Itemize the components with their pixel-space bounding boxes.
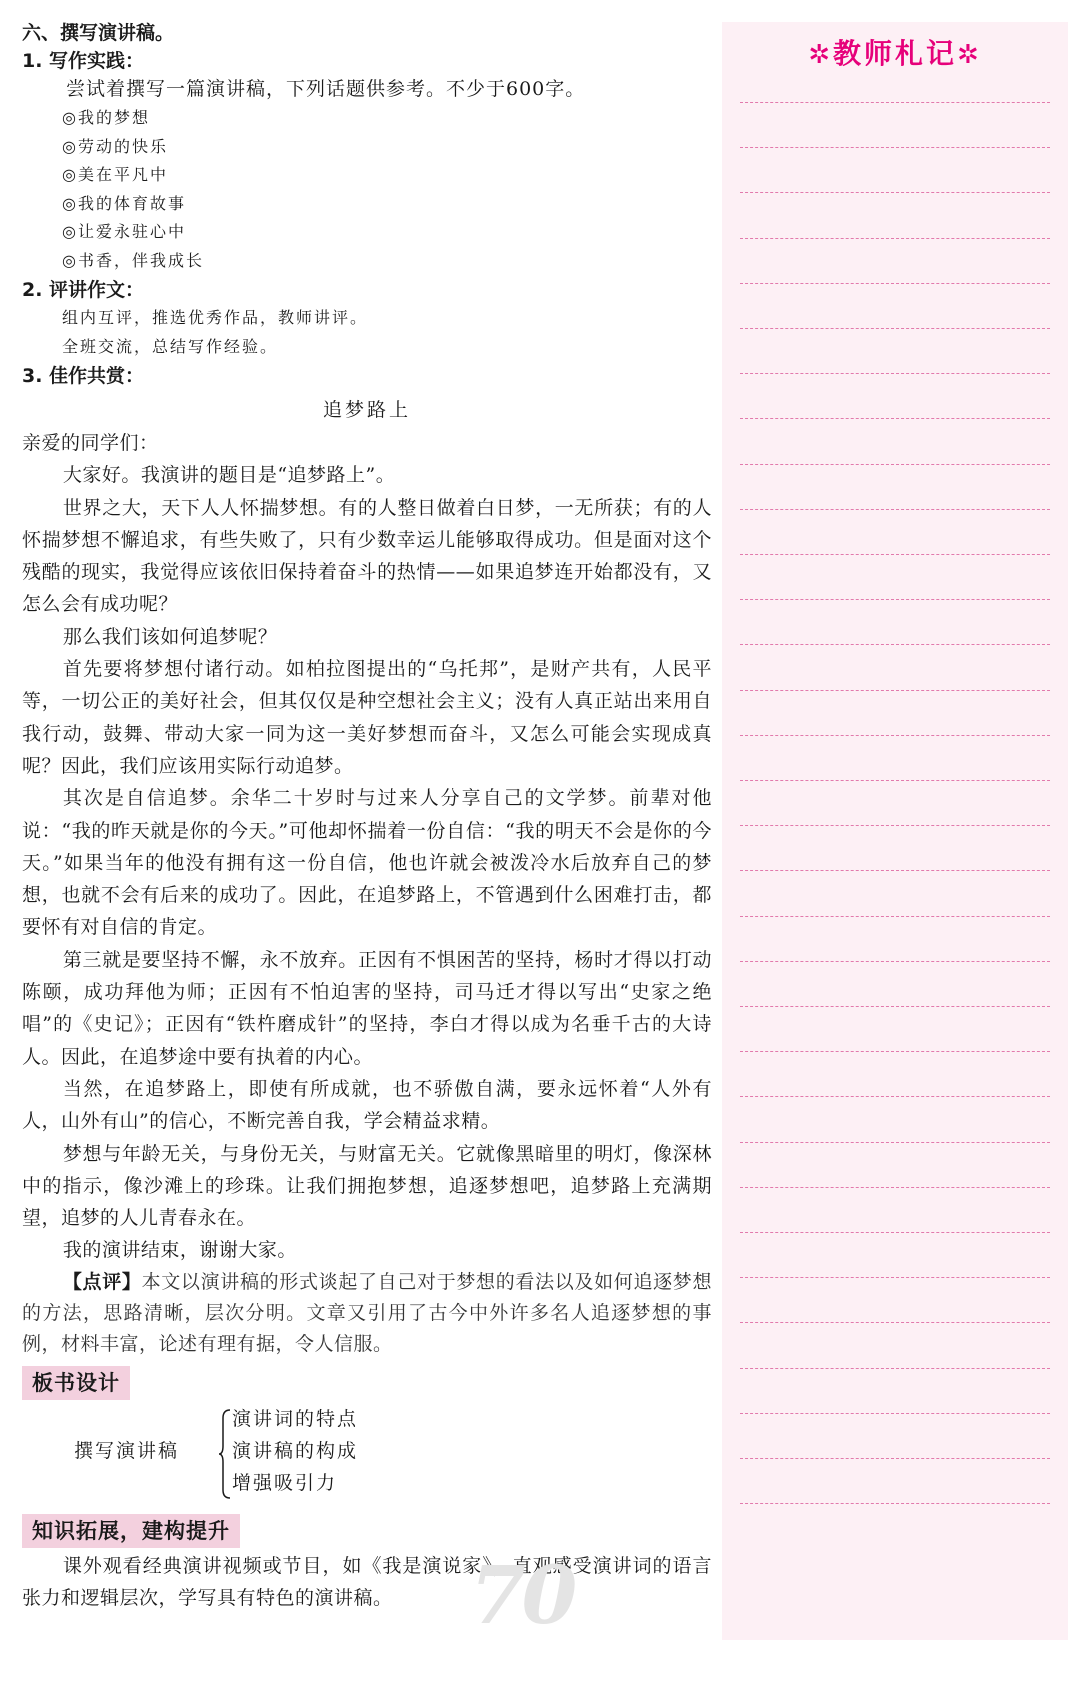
section-title: 六、撰写演讲稿。: [22, 22, 175, 44]
note-line: [740, 1503, 1050, 1504]
essay-paragraph: 大家好。我演讲的题目是“追梦路上”。: [62, 464, 396, 487]
note-line: [740, 328, 1050, 329]
essay-paragraph: 我的演讲结束，谢谢大家。: [62, 1239, 297, 1262]
note-line: [740, 1006, 1050, 1007]
note-line: [740, 418, 1050, 419]
essay-paragraph: 当然，在追梦路上，即使有所成就，也不骄傲自满，要永远怀着“人外有人，山外有山”的信心，不断完善自我，学会精益求精。: [22, 1077, 712, 1133]
list-item: ◎美在平凡中: [62, 165, 168, 184]
note-line: [740, 1187, 1050, 1188]
practice-intro: 尝试着撰写一篇演讲稿，下列话题供参考。不少于600字。: [66, 78, 586, 100]
note-line: [740, 1232, 1050, 1233]
note-line: [740, 464, 1050, 465]
flower-icon: ✲: [808, 40, 833, 70]
board-design-banner: 板书设计: [22, 1366, 130, 1400]
note-line: [740, 192, 1050, 193]
note-line: [740, 780, 1050, 781]
list-item: ◎让爱永驻心中: [62, 222, 186, 241]
note-line: [740, 644, 1050, 645]
brace-icon: [218, 1408, 232, 1500]
note-line: [740, 147, 1050, 148]
list-item: ◎书香，伴我成长: [62, 250, 204, 270]
topic-list: [22, 104, 712, 275]
note-line: [740, 238, 1050, 239]
note-line: [740, 102, 1050, 103]
appreciation-heading: 3. 佳作共赏：: [22, 365, 145, 387]
list-item: ◎劳动的快乐: [62, 136, 168, 156]
page-number: 70: [470, 1548, 574, 1642]
note-line: [740, 1096, 1050, 1097]
essay-body: [22, 427, 712, 1267]
essay-paragraph: 世界之大，天下人人怀揣梦想。有的人整日做着白日梦，一无所获；有的人怀揣梦想不懈追求，有些失败了，只有少数幸运儿能够取得成功。但是面对这个残酷的现实，我觉得应该依旧保持着奋斗的热情——如果追梦连开始都没有，又怎么会有成功呢？: [22, 496, 712, 616]
note-line: [740, 509, 1050, 510]
review-line: 全班交流，总结写作经验。: [62, 337, 279, 356]
review-line: 组内互评，推选优秀作品，教师讲评。: [62, 308, 369, 327]
essay-salutation: 亲爱的同学们：: [22, 432, 159, 454]
extension-text: 课外观看经典演讲视频或节目，如《我是演说家》，直观感受演讲词的语言张力和逻辑层次，学写具有特色的演讲稿。: [22, 1554, 712, 1609]
board-branch: 增强吸引力: [232, 1471, 338, 1494]
essay-paragraph: 其次是自信追梦。余华二十岁时与过来人分享自己的文学梦。前辈对他说：“我的昨天就是你的今天。”可他却怀揣着一份自信：“我的明天不会是你的今天。”如果当年的他没有拥有这一份自信，他也许就会被泼冷水后放弃自己的梦想，也就不会有后来的成功了。因此，在追梦路上，不管遇到什么困难打击，都要怀有对自信的肯定。: [22, 787, 712, 939]
board-diagram: [22, 1404, 712, 1508]
note-line: [740, 1413, 1050, 1414]
note-line: [740, 961, 1050, 962]
board-branch: 演讲稿的构成: [232, 1439, 359, 1462]
essay-paragraph: 那么我们该如何追梦呢？: [62, 625, 278, 648]
teacher-notes-panel: [722, 22, 1068, 1640]
teacher-notes-label: 教师札记: [832, 37, 957, 70]
note-line: [740, 1142, 1050, 1143]
note-line: [740, 825, 1050, 826]
extension-banner: 知识拓展，建构提升: [22, 1514, 240, 1548]
list-item: ◎我的梦想: [62, 108, 150, 127]
note-line: [740, 1458, 1050, 1459]
main-content: [22, 20, 712, 1614]
board-design-section: [22, 1366, 712, 1508]
comment-label: 【点评】: [62, 1270, 142, 1293]
comment-text: 本文以演讲稿的形式谈起了自己对于梦想的看法以及如何追逐梦想的方法，思路清晰，层次分明。文章又引用了古今中外许多名人追逐梦想的事例，材料丰富，论述有理有据，令人信服。: [22, 1270, 712, 1355]
teacher-notes-title: [722, 32, 1068, 72]
note-line: [740, 690, 1050, 691]
essay-paragraph: 第三就是要坚持不懈，永不放弃。正因有不惧困苦的坚持，杨时才得以打动陈颐，成功拜他为师；正因有不怕迫害的坚持，司马迁才得以写出“史家之绝唱”的《史记》；正因有“铁杵磨成针”的坚持，李白才得以成为名垂千古的大诗人。因此，在追梦途中要有执着的内心。: [22, 948, 712, 1068]
note-line: [740, 1322, 1050, 1323]
note-line: [740, 373, 1050, 374]
note-line: [740, 1277, 1050, 1278]
note-line: [740, 1368, 1050, 1369]
comment: [22, 1267, 712, 1360]
note-line: [740, 1051, 1050, 1052]
board-root: 撰写演讲稿: [74, 1439, 180, 1462]
essay-paragraph: 首先要将梦想付诸行动。如柏拉图提出的“乌托邦”，是财产共有，人民平等，一切公正的美好社会，但其仅仅是种空想社会主义；没有人真正站出来用自我行动，鼓舞、带动大家一同为这一美好梦想而奋斗，又怎么可能会实现成真呢？因此，我们应该用实际行动追梦。: [22, 658, 712, 777]
note-line: [740, 916, 1050, 917]
essay-paragraph: 梦想与年龄无关，与身份无关，与财富无关。它就像黑暗里的明灯，像深林中的指示，像沙滩上的珍珠。让我们拥抱梦想，追逐梦想吧，追梦路上充满期望，追梦的人儿青春永在。: [22, 1142, 712, 1230]
flower-icon: ✲: [957, 40, 982, 70]
note-line: [740, 283, 1050, 284]
board-branch: 演讲词的特点: [232, 1407, 359, 1430]
review-heading: 2. 评讲作文：: [22, 279, 145, 301]
note-line: [740, 554, 1050, 555]
extension-section: [22, 1514, 712, 1614]
practice-heading: 1. 写作实践：: [22, 50, 145, 72]
note-line: [740, 599, 1050, 600]
list-item: ◎我的体育故事: [62, 193, 186, 213]
note-line: [740, 870, 1050, 871]
essay-title: 追梦路上: [322, 399, 411, 421]
note-line: [740, 735, 1050, 736]
